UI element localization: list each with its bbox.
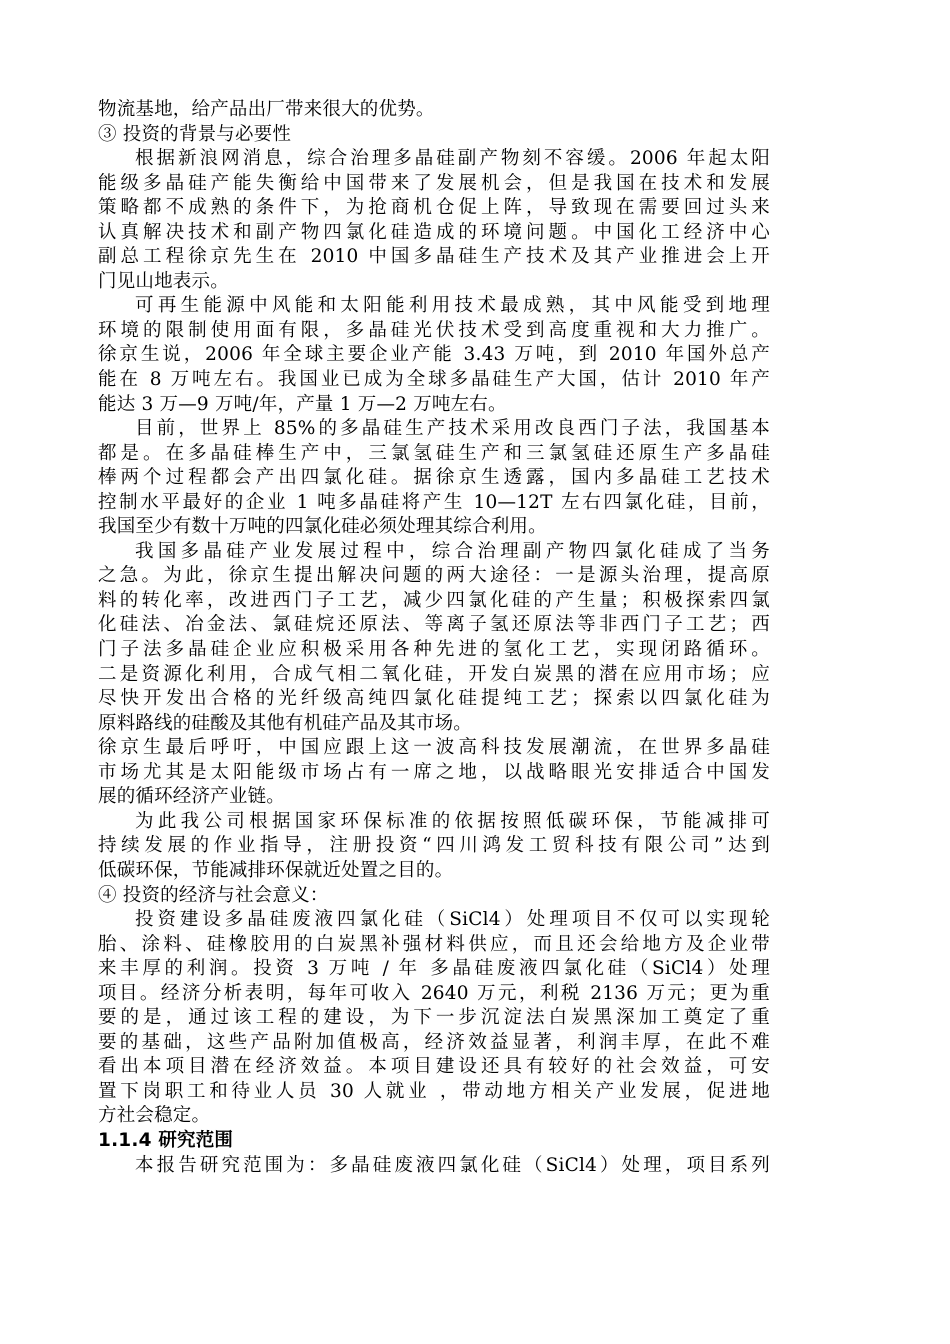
text-line: 看出本项目潜在经济效益。本项目建设还具有较好的社会效益，可安 xyxy=(98,1056,770,1078)
text-line: 胎、涂料、硅橡胶用的白炭黑补强材料供应，而且还会给地方及企业带 xyxy=(98,933,770,955)
text-line: 控制水平最好的企业 1 吨多晶硅将产生 10—12T 左右四氯化硅，目前， xyxy=(98,491,770,513)
text-line: 我国至少有数十万吨的四氯化硅必须处理其综合利用。 xyxy=(98,516,547,538)
text-line: 都是。在多晶硅棒生产中，三氯氢硅生产和三氯氢硅还原生产多晶硅 xyxy=(98,442,770,464)
text-line: 料的转化率，改进西门子工艺，减少四氯化硅的产生量；积极探索四氯 xyxy=(98,589,770,611)
text-line: 策略都不成熟的条件下，为抢商机仓促上阵，导致现在需要回过头来 xyxy=(98,197,770,219)
text-line: 置下岗职工和待业人员 30 人就业 ，带动地方相关产业发展，促进地 xyxy=(98,1080,770,1102)
text-line: 我国多晶硅产业发展过程中，综合治理副产物四氯化硅成了当务 xyxy=(135,540,770,562)
text-line: 方社会稳定。 xyxy=(98,1105,211,1127)
text-line: 门见山地表示。 xyxy=(98,270,229,292)
text-line: 根据新浪网消息，综合治理多晶硅副产物刻不容缓。2006 年起太阳 xyxy=(135,148,770,170)
text-line: 可再生能源中风能和太阳能利用技术最成熟，其中风能受到地理 xyxy=(135,295,770,317)
text-line: 本报告研究范围为：多晶硅废液四氯化硅（SiCl4）处理，项目系列 xyxy=(135,1154,770,1176)
text-line: 物流基地，给产品出厂带来很大的优势。 xyxy=(98,99,435,120)
text-line: 尽快开发出合格的光纤级高纯四氯化硅提纯工艺；探索以四氯化硅为 xyxy=(98,688,770,710)
text-line: 门子法多晶硅企业应积极采用各种先进的氢化工艺，实现闭路循环。 xyxy=(98,639,770,661)
text-line: 市场尤其是太阳能级市场占有一席之地，以战略眼光安排适合中国发 xyxy=(98,761,770,783)
section-heading: 1.1.4 研究范围 xyxy=(98,1129,234,1151)
text-line: 能级多晶硅产能失衡给中国带来了发展机会，但是我国在技术和发展 xyxy=(98,172,770,194)
text-line: 棒两个过程都会产出四氯化硅。据徐京生透露，国内多晶硅工艺技术 xyxy=(98,467,770,489)
text-line: 环境的限制使用面有限，多晶硅光伏技术受到高度重视和大力推广。 xyxy=(98,319,770,341)
text-line: 来丰厚的利润。投资 3 万吨 / 年 多晶硅废液四氯化硅（SiCl4）处理 xyxy=(98,958,770,980)
text-line: 项目。经济分析表明，每年可收入 2640 万元，利税 2136 万元；更为重 xyxy=(98,982,770,1004)
text-line: ④ 投资的经济与社会意义： xyxy=(98,884,329,906)
text-line: 展的循环经济产业链。 xyxy=(98,786,286,808)
text-line: 持续发展的作业指导，注册投资“四川鸿发工贸科技有限公司”达到 xyxy=(98,835,770,857)
text-line: 投资建设多晶硅废液四氯化硅（SiCl4）处理项目不仅可以实现轮 xyxy=(135,909,770,931)
text-line: 副总工程徐京先生在 2010 中国多晶硅生产技术及其产业推进会上开 xyxy=(98,246,770,268)
text-line: 二是资源化利用，合成气相二氧化硅，开发白炭黑的潜在应用市场；应 xyxy=(98,663,770,685)
text-line: 要的基础，这些产品附加值极高，经济效益显著，利润丰厚，在此不难 xyxy=(98,1031,770,1053)
document-page xyxy=(98,98,770,1178)
text-line: 要的是，通过该工程的建设，为下一步沉淀法白炭黑深加工奠定了重 xyxy=(98,1007,770,1029)
text-line: 低碳环保，节能减排环保就近处置之目的。 xyxy=(98,859,454,881)
text-line: 能在 8 万吨左右。我国业已成为全球多晶硅生产大国，估计 2010 年产 xyxy=(98,369,770,391)
text-line: 之急。为此，徐京生提出解决问题的两大途径：一是源头治理，提高原 xyxy=(98,565,770,587)
text-line: 徐京生最后呼吁，中国应跟上这一波高科技发展潮流，在世界多晶硅 xyxy=(98,737,770,759)
text-line: 化硅法、冶金法、氯硅烷还原法、等离子氢还原法等非西门子工艺；西 xyxy=(98,614,770,636)
text-line: 为此我公司根据国家环保标准的依据按照低碳环保，节能减排可 xyxy=(135,810,770,832)
text-line: 认真解决技术和副产物四氯化硅造成的环境问题。中国化工经济中心 xyxy=(98,221,770,243)
text-line: ③ 投资的背景与必要性 xyxy=(98,123,292,145)
document-body xyxy=(98,98,770,1178)
text-line: 原料路线的硅酸及其他有机硅产品及其市场。 xyxy=(98,712,473,734)
text-line: 徐京生说，2006 年全球主要企业产能 3.43 万吨，到 2010 年国外总产 xyxy=(98,344,770,366)
text-line: 能达 3 万—9 万吨/年，产量 1 万—2 万吨左右。 xyxy=(98,393,507,415)
text-line: 目前，世界上 85%的多晶硅生产技术采用改良西门子法，我国基本 xyxy=(135,418,770,440)
